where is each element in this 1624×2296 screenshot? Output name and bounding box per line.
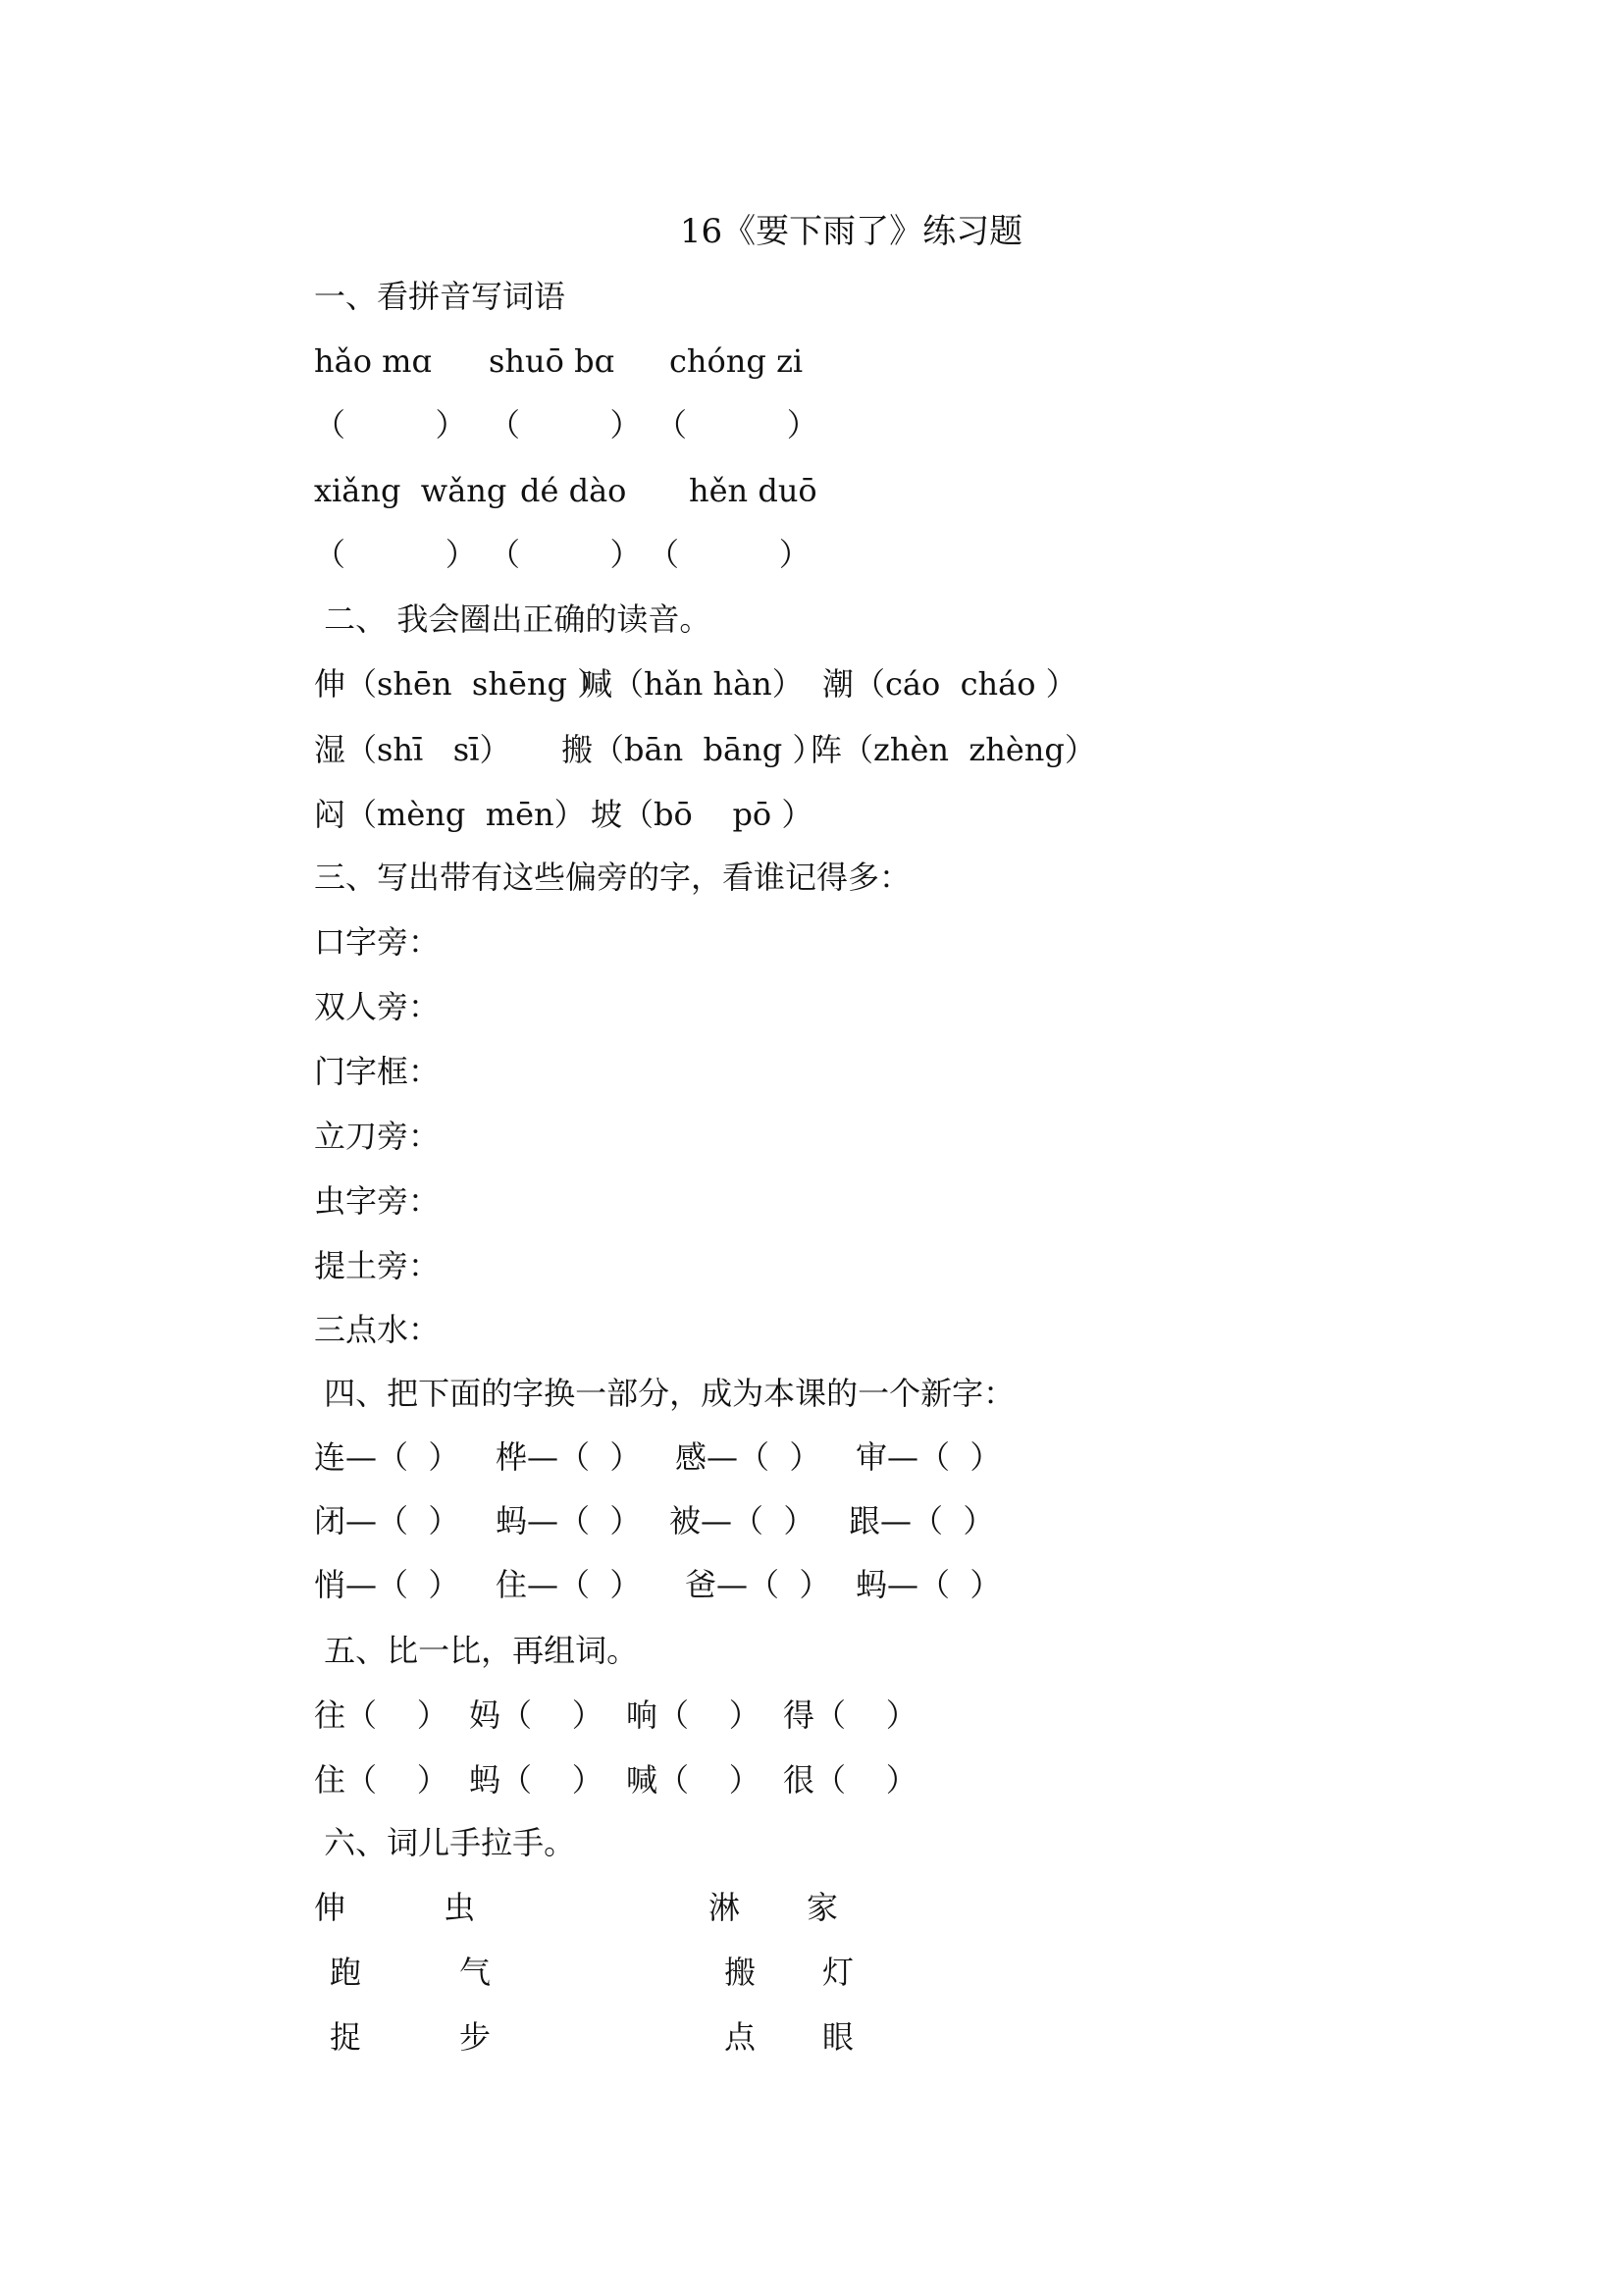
- answer-blank: （ ）: [314, 536, 477, 573]
- match-word: 眼: [822, 2018, 855, 2056]
- reading-choice: 闷（mèng mēn）: [314, 796, 586, 833]
- section1-heading: 一、看拼音写词语: [314, 278, 566, 315]
- compare-item: 往（ ）: [314, 1696, 448, 1734]
- match-row-3: [314, 2017, 855, 2253]
- match-word: 气: [459, 1954, 492, 1991]
- answer-blank: （ ）: [489, 536, 642, 573]
- reading-choice: 潮（cáo cháo ）: [822, 665, 1077, 703]
- match-word: 捉: [330, 2018, 362, 2056]
- match-word: 虫: [444, 1889, 476, 1926]
- char-change-item: 审—（ ）: [856, 1438, 1002, 1476]
- reading-choice: 坡（bō pō ）: [591, 796, 813, 833]
- char-change-item: 悄—（ ）: [314, 1566, 460, 1603]
- section3-heading: 三、写出带有这些偏旁的字，看谁记得多：: [314, 859, 912, 896]
- char-change-item: 桦—（ ）: [496, 1438, 642, 1476]
- compare-item: 住（ ）: [314, 1761, 448, 1799]
- section6-heading: 六、词儿手拉手。: [314, 1824, 576, 1861]
- compare-item: 妈（ ）: [469, 1696, 603, 1734]
- radical-item: 立刀旁：: [314, 1118, 441, 1155]
- pinyin-item: hǎo mɑ: [314, 342, 432, 380]
- char-change-item: 连—（ ）: [314, 1438, 460, 1476]
- radical-item: 虫字旁：: [314, 1182, 441, 1220]
- radical-item: 提土旁：: [314, 1247, 441, 1284]
- match-word: 淋: [708, 1889, 741, 1926]
- radical-item: 门字框：: [314, 1053, 441, 1090]
- reading-choice: 喊（hǎn hàn）: [581, 665, 804, 703]
- char-change-item: 爸—（ ）: [685, 1566, 831, 1603]
- match-word: 跑: [330, 1954, 362, 1991]
- match-word: 步: [459, 2018, 492, 2056]
- match-word: 灯: [822, 1954, 855, 1991]
- pinyin-item: hěn duō: [689, 472, 817, 509]
- compare-item: 很（ ）: [783, 1761, 917, 1799]
- reading-choice: 搬（bān bāng ）: [561, 731, 824, 768]
- char-change-item: 感—（ ）: [675, 1438, 821, 1476]
- reading-choice: 湿（shī sī）: [314, 731, 511, 768]
- char-change-item: 蚂—（ ）: [856, 1566, 1002, 1603]
- reading-choice: 阵（zhèn zhèng）: [811, 731, 1096, 768]
- answer-blank: （ ）: [314, 406, 467, 444]
- pinyin-item: xiǎng wǎng: [314, 472, 507, 509]
- char-change-item: 被—（ ）: [669, 1502, 815, 1539]
- char-change-item: 蚂—（ ）: [496, 1502, 642, 1539]
- compare-item: 蚂（ ）: [469, 1761, 603, 1799]
- char-change-item: 跟—（ ）: [849, 1502, 995, 1539]
- match-word: 搬: [724, 1954, 757, 1991]
- compare-item: 得（ ）: [783, 1696, 917, 1734]
- match-word: 伸: [314, 1889, 346, 1926]
- reading-choice: 伸（shēn shēng ）: [314, 665, 609, 703]
- compare-item: 喊（ ）: [626, 1761, 760, 1799]
- pinyin-item: chóng zi: [669, 342, 804, 380]
- radical-item: 双人旁：: [314, 988, 441, 1025]
- char-change-item: 住—（ ）: [496, 1566, 642, 1603]
- section5-heading: 五、比一比，再组词。: [314, 1632, 639, 1669]
- answer-blank: （ ）: [489, 406, 642, 444]
- radical-item: 三点水：: [314, 1311, 441, 1348]
- match-word: 家: [807, 1889, 839, 1926]
- char-change-item: 闭—（ ）: [314, 1502, 460, 1539]
- answer-blank: （ ）: [655, 406, 818, 444]
- pinyin-item: shuō bɑ: [489, 342, 615, 380]
- radical-item: 口字旁：: [314, 923, 441, 961]
- compare-item: 响（ ）: [626, 1696, 760, 1734]
- pinyin-item: dé dào: [520, 472, 627, 509]
- answer-blank: （ ）: [648, 536, 811, 573]
- match-word: 点: [724, 2018, 757, 2056]
- section2-heading: 二、 我会圈出正确的读音。: [314, 600, 711, 638]
- page-title: 16《要下雨了》练习题: [679, 212, 1023, 251]
- section4-heading: 四、把下面的字换一部分，成为本课的一个新字：: [314, 1375, 1016, 1412]
